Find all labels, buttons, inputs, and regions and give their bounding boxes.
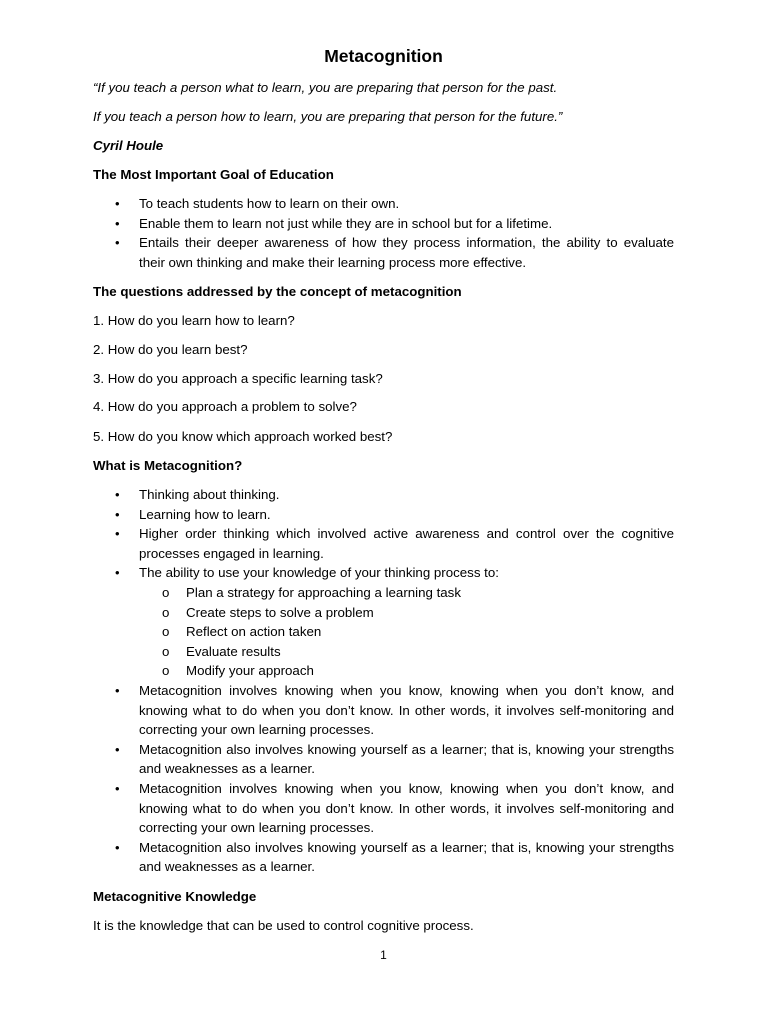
list-item: • Thinking about thinking. [93,485,674,505]
sub-list-item: o Create steps to solve a problem [139,603,674,623]
bullet-icon: • [115,487,120,502]
questions-heading: The questions addressed by the concept of metacognition [93,284,462,299]
circle-bullet-icon: o [162,604,170,620]
bullet-icon: • [115,741,120,757]
list-item: • Learning how to learn. [93,505,674,525]
list-item: • Metacognition involves knowing when you know, knowing when you don’t know, and knowing what to do when you don’t know. In other words, it involves self-monitoring and correcting your own learning processes. [115,780,674,836]
sub-list-item: o Plan a strategy for approaching a learning task [139,583,674,603]
what-list [93,485,674,877]
quote-line-2: If you teach a person how to learn, you are preparing that person for the future.” [93,109,563,124]
list-item: • Enable them to learn not just while they are in school but for a lifetime. [93,214,674,234]
list-item: • Higher order thinking which involved active awareness and control over the cognitive processes engaged in learning. [115,526,674,561]
bullet-icon: • [115,839,120,855]
list-item: • Metacognition also involves knowing yourself as a learner; that is, knowing your strengths and weaknesses as a learner. [115,839,674,875]
bullet-icon: • [115,235,120,251]
list-item: • Metacognition involves knowing when you know, knowing when you don’t know, and knowing what to do when you don’t know. In other words, it involves self-monitoring and correcting your own learning processes. [115,682,674,738]
bullet-icon: • [115,526,120,542]
goal-heading: The Most Important Goal of Education [93,167,334,182]
bullet-icon: • [115,682,120,698]
quote-line-1: “If you teach a person what to learn, you are preparing that person for the past. [93,80,558,95]
bullet-icon: • [115,196,120,211]
circle-bullet-icon: o [162,584,170,600]
circle-bullet-icon: o [162,663,170,679]
goal-list [93,194,674,272]
quote-author: Cyril Houle [93,138,164,153]
page-title: Metacognition [324,46,443,66]
question-item: 3. How do you approach a specific learning task? [93,371,383,386]
sub-list-item: o Reflect on action taken [139,622,674,642]
list-item: • Entails their deeper awareness of how they process information, the ability to evaluate their own thinking and make their learning process more effective. [115,235,674,270]
question-item: 5. How do you know which approach worked best? [93,429,393,444]
knowledge-heading: Metacognitive Knowledge [93,889,257,904]
what-heading: What is Metacognition? [93,458,243,473]
bullet-icon: • [115,565,120,581]
question-item: 2. How do you learn best? [93,342,248,357]
page-number: 1 [380,948,387,962]
bullet-icon: • [115,780,120,796]
bullet-icon: • [115,215,120,231]
question-item: 4. How do you approach a problem to solve? [93,399,357,414]
list-item: • Metacognition also involves knowing yourself as a learner; that is, knowing your strengths and weaknesses as a learner. [115,741,674,777]
question-item: 1. How do you learn how to learn? [93,313,295,328]
sub-list-item: o Modify your approach [139,661,674,681]
knowledge-text: It is the knowledge that can be used to control cognitive process. [93,918,474,933]
bullet-icon: • [115,506,120,522]
sub-list-item: o Evaluate results [139,642,674,662]
circle-bullet-icon: o [162,624,170,640]
list-item: • The ability to use your knowledge of your thinking process to: o Plan a strategy for approaching a learning task o Create steps to solve a problem o Reflect on action taken o Evaluate results o Modify your approach [93,563,674,681]
sub-list [139,583,674,681]
list-item: • To teach students how to learn on their own. [93,194,674,214]
circle-bullet-icon: o [162,643,170,659]
